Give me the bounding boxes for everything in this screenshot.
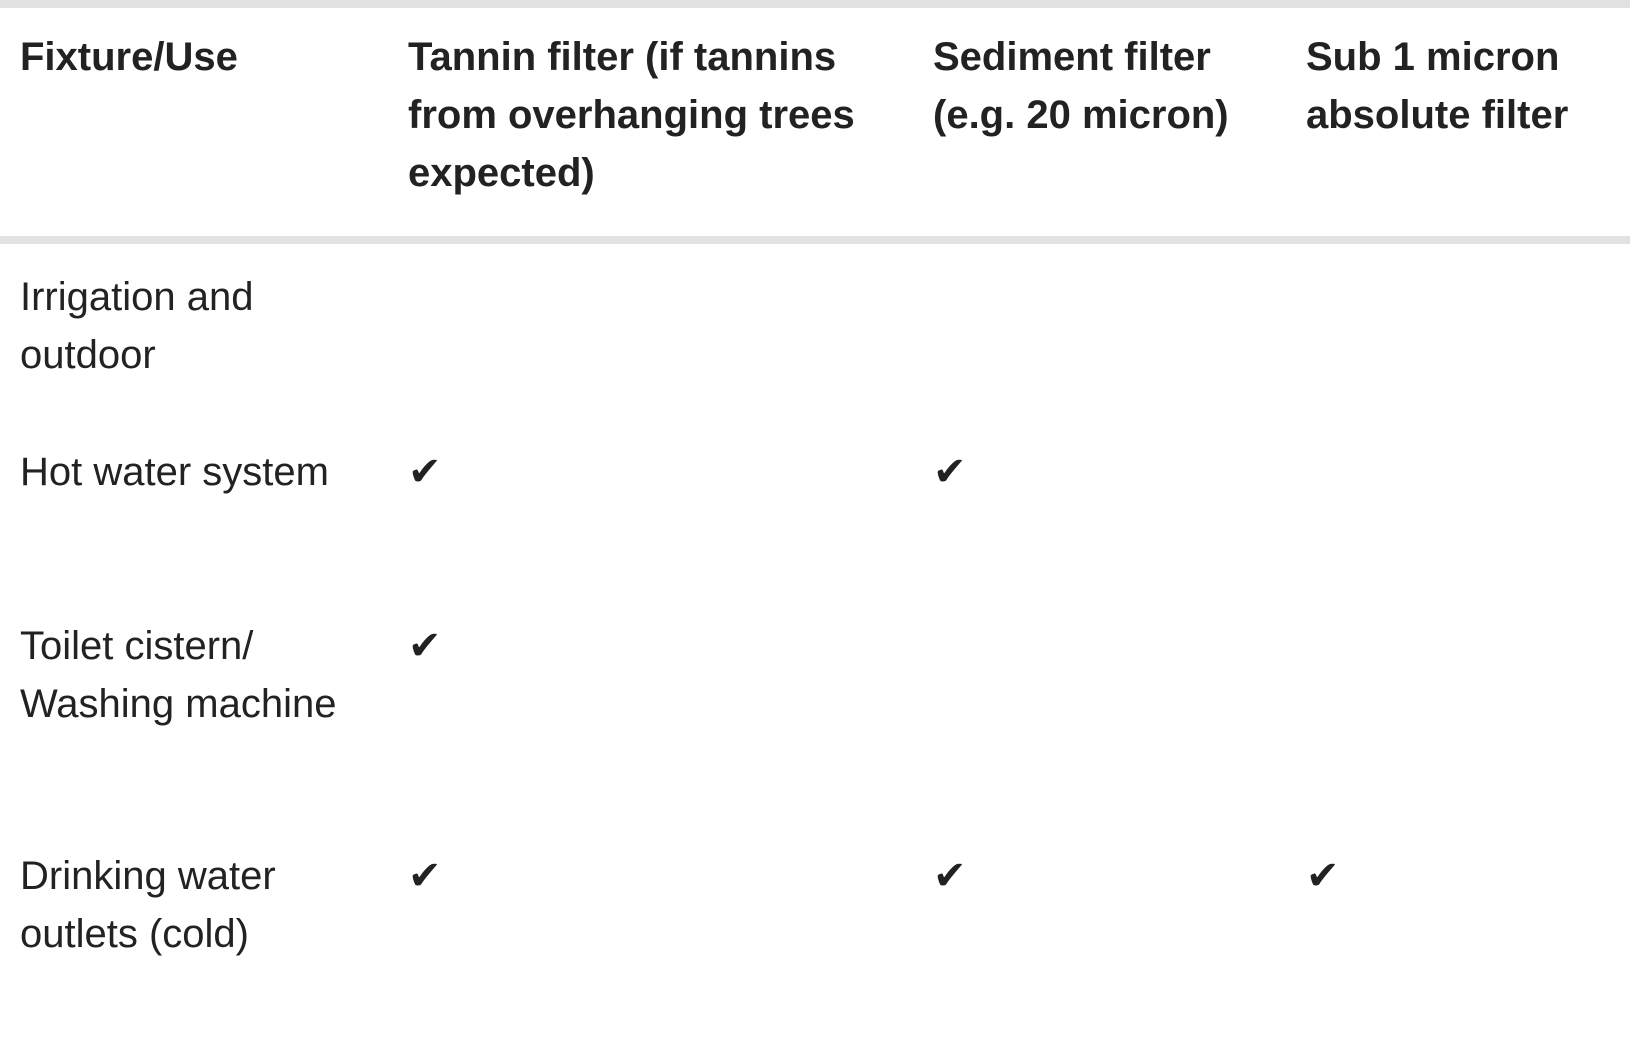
sub-micron-check-icon	[1286, 240, 1630, 421]
row-use: Hot water system	[20, 450, 329, 494]
header-row	[0, 4, 1630, 240]
header-fixture-use: Fixture/Use	[20, 35, 238, 79]
table-row	[0, 421, 1630, 603]
table-header	[0, 4, 1630, 240]
header-sub-micron-filter: Sub 1 micron absolute filter	[1306, 35, 1569, 137]
row-use: Toilet cistern/ Washing machine	[20, 624, 337, 726]
row-use: Drinking water outlets (cold)	[20, 854, 276, 956]
sub-micron-check-icon: ✔	[1306, 853, 1340, 899]
tannin-check-icon: ✔	[408, 623, 442, 669]
row-use: Irrigation and outdoor	[20, 275, 254, 377]
tannin-check-icon: ✔	[408, 853, 442, 899]
table-row	[0, 240, 1630, 421]
sediment-check-icon	[913, 603, 1286, 833]
header-sediment-filter: Sediment filter (e.g. 20 micron)	[933, 35, 1229, 137]
sub-micron-check-icon	[1286, 603, 1630, 833]
table-row	[0, 603, 1630, 833]
sediment-check-icon: ✔	[933, 449, 967, 495]
sediment-check-icon	[913, 240, 1286, 421]
sub-micron-check-icon	[1286, 421, 1630, 603]
tannin-check-icon	[388, 240, 913, 421]
header-tannin-filter: Tannin filter (if tannins from overhanging trees expected)	[408, 35, 855, 195]
sediment-check-icon: ✔	[933, 853, 967, 899]
table-row	[0, 833, 1630, 967]
tannin-check-icon: ✔	[408, 449, 442, 495]
table-body	[0, 240, 1630, 967]
